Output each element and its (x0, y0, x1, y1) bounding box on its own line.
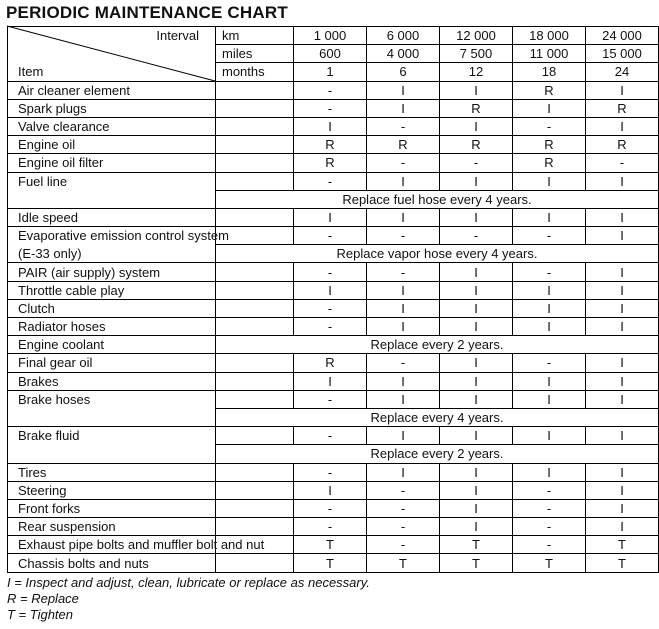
table-row (8, 136, 659, 154)
item-name: Evaporative emission control system (8, 227, 216, 245)
schedule-cell: - (294, 227, 367, 245)
item-name: Engine oil (8, 136, 216, 154)
schedule-cell: I (513, 463, 586, 481)
legend-line: T = Tighten (7, 607, 74, 622)
schedule-cell: - (294, 463, 367, 481)
item-name: PAIR (air supply) system (8, 263, 216, 281)
unit-blank (216, 463, 294, 481)
schedule-cell: I (586, 463, 659, 481)
schedule-cell: I (586, 481, 659, 499)
unit-label: km (216, 27, 294, 45)
unit-blank (216, 518, 294, 536)
unit-blank (216, 481, 294, 499)
table-row-note (8, 190, 659, 208)
schedule-cell: I (513, 281, 586, 299)
schedule-cell: I (586, 81, 659, 99)
schedule-cell: I (586, 318, 659, 336)
schedule-cell: I (440, 481, 513, 499)
interval-value: 4 000 (367, 45, 440, 63)
schedule-cell: T (586, 536, 659, 554)
table-row (8, 299, 659, 317)
interval-value: 11 000 (513, 45, 586, 63)
schedule-cell: T (586, 554, 659, 572)
schedule-cell: T (294, 554, 367, 572)
schedule-cell: - (513, 227, 586, 245)
legend-line: R = Replace (7, 591, 79, 606)
item-name: Front forks (8, 499, 216, 517)
schedule-cell: - (367, 481, 440, 499)
schedule-cell: I (440, 117, 513, 135)
table-row (8, 499, 659, 517)
unit-blank (216, 390, 294, 408)
interval-value: 7 500 (440, 45, 513, 63)
interval-value: 15 000 (586, 45, 659, 63)
schedule-cell: I (586, 354, 659, 372)
table-row (8, 227, 659, 245)
schedule-cell: I (440, 299, 513, 317)
table-row (8, 318, 659, 336)
item-name: Valve clearance (8, 117, 216, 135)
schedule-cell: I (440, 463, 513, 481)
schedule-cell: I (440, 172, 513, 190)
schedule-cell: I (586, 372, 659, 390)
schedule-cell: I (586, 172, 659, 190)
unit-blank (216, 99, 294, 117)
schedule-cell: - (513, 117, 586, 135)
item-name: Steering (8, 481, 216, 499)
schedule-cell: R (440, 136, 513, 154)
schedule-cell: I (586, 518, 659, 536)
interval-note: Replace vapor hose every 4 years. (216, 245, 659, 263)
schedule-cell: I (367, 172, 440, 190)
schedule-cell: - (294, 81, 367, 99)
schedule-cell: R (586, 136, 659, 154)
schedule-cell: I (586, 499, 659, 517)
unit-blank (216, 263, 294, 281)
schedule-cell: - (294, 263, 367, 281)
unit-blank (216, 154, 294, 172)
schedule-cell: I (440, 281, 513, 299)
table-row (8, 372, 659, 390)
table-row (8, 281, 659, 299)
maintenance-table (7, 26, 659, 573)
schedule-cell: T (294, 536, 367, 554)
item-name: Brake hoses (8, 390, 216, 408)
schedule-cell: - (440, 227, 513, 245)
unit-blank (216, 81, 294, 99)
interval-value: 6 (367, 63, 440, 81)
interval-label: Interval (8, 27, 216, 45)
schedule-cell: T (367, 554, 440, 572)
schedule-cell: - (367, 117, 440, 135)
schedule-cell: - (367, 263, 440, 281)
schedule-cell: I (367, 99, 440, 117)
schedule-cell: - (367, 518, 440, 536)
table-row (8, 481, 659, 499)
schedule-cell: - (513, 499, 586, 517)
unit-blank (216, 499, 294, 517)
table-row-note (8, 445, 659, 463)
schedule-cell: - (513, 481, 586, 499)
item-name: Brake fluid (8, 427, 216, 445)
schedule-cell: - (294, 518, 367, 536)
schedule-cell: I (367, 372, 440, 390)
schedule-cell: T (440, 554, 513, 572)
interval-value: 24 000 (586, 27, 659, 45)
schedule-cell: R (294, 354, 367, 372)
schedule-cell: - (513, 518, 586, 536)
table-row (8, 172, 659, 190)
unit-blank (216, 117, 294, 135)
schedule-cell: I (294, 481, 367, 499)
item-name: Rear suspension (8, 518, 216, 536)
schedule-cell: - (513, 354, 586, 372)
schedule-cell: - (294, 318, 367, 336)
schedule-cell: - (367, 499, 440, 517)
schedule-cell: I (440, 427, 513, 445)
schedule-cell: - (440, 154, 513, 172)
schedule-cell: - (294, 172, 367, 190)
unit-blank (216, 136, 294, 154)
item-name-cont: (E-33 only) (8, 245, 216, 263)
schedule-cell: - (294, 390, 367, 408)
schedule-cell: I (586, 208, 659, 226)
schedule-cell: I (367, 390, 440, 408)
schedule-cell: I (586, 299, 659, 317)
chart-title: PERIODIC MAINTENANCE CHART (6, 3, 288, 22)
interval-note: Replace fuel hose every 4 years. (216, 190, 659, 208)
schedule-cell: I (294, 208, 367, 226)
schedule-cell: I (513, 208, 586, 226)
table-row (8, 427, 659, 445)
schedule-cell: I (294, 117, 367, 135)
schedule-cell: T (440, 536, 513, 554)
table-row (8, 536, 659, 554)
schedule-cell: I (367, 81, 440, 99)
table-row (8, 518, 659, 536)
unit-label: miles (216, 45, 294, 63)
schedule-cell: - (367, 354, 440, 372)
item-name: Clutch (8, 299, 216, 317)
unit-blank (216, 427, 294, 445)
table-row (8, 263, 659, 281)
unit-blank (216, 299, 294, 317)
schedule-cell: I (513, 172, 586, 190)
interval-note: Replace every 4 years. (216, 408, 659, 426)
interval-value: 12 (440, 63, 513, 81)
table-row (8, 154, 659, 172)
schedule-cell: I (513, 318, 586, 336)
table-row-note (8, 408, 659, 426)
interval-value: 1 000 (294, 27, 367, 45)
schedule-cell: I (586, 390, 659, 408)
schedule-cell: I (440, 372, 513, 390)
interval-value: 1 (294, 63, 367, 81)
schedule-cell: I (367, 208, 440, 226)
schedule-cell: I (440, 263, 513, 281)
header-row-1 (8, 45, 659, 63)
table-row (8, 99, 659, 117)
item-name-cont (8, 445, 216, 463)
item-name: Engine oil filter (8, 154, 216, 172)
schedule-cell: I (367, 318, 440, 336)
schedule-cell: I (440, 390, 513, 408)
schedule-cell: I (294, 372, 367, 390)
schedule-cell: R (367, 136, 440, 154)
item-name: Air cleaner element (8, 81, 216, 99)
schedule-cell: - (294, 299, 367, 317)
table-row (8, 390, 659, 408)
interval-value: 18 (513, 63, 586, 81)
schedule-cell: R (586, 99, 659, 117)
unit-blank (216, 281, 294, 299)
item-name: Spark plugs (8, 99, 216, 117)
schedule-cell: I (440, 81, 513, 99)
schedule-cell: I (513, 390, 586, 408)
schedule-cell: R (294, 154, 367, 172)
schedule-cell: R (440, 99, 513, 117)
table-row-note (8, 245, 659, 263)
table-row (8, 81, 659, 99)
schedule-cell: - (586, 154, 659, 172)
schedule-cell: I (367, 427, 440, 445)
schedule-cell: I (586, 263, 659, 281)
interval-value: 600 (294, 45, 367, 63)
schedule-cell: I (440, 354, 513, 372)
schedule-cell: I (513, 372, 586, 390)
schedule-cell: R (513, 154, 586, 172)
schedule-cell: I (513, 427, 586, 445)
item-name: Tires (8, 463, 216, 481)
item-name: Exhaust pipe bolts and muffler bolt and nut (8, 536, 216, 554)
interval-value: 6 000 (367, 27, 440, 45)
item-name: Chassis bolts and nuts (8, 554, 216, 572)
schedule-cell: R (294, 136, 367, 154)
item-name-cont (8, 190, 216, 208)
schedule-cell: I (367, 281, 440, 299)
schedule-cell: I (586, 227, 659, 245)
schedule-cell: R (513, 81, 586, 99)
schedule-cell: - (367, 536, 440, 554)
table-row (8, 354, 659, 372)
item-header: Item (8, 63, 216, 81)
schedule-cell: I (294, 281, 367, 299)
schedule-cell: I (367, 463, 440, 481)
schedule-cell: I (513, 299, 586, 317)
item-name: Idle speed (8, 208, 216, 226)
schedule-cell: - (367, 227, 440, 245)
item-name-cont (8, 408, 216, 426)
item-name: Radiator hoses (8, 318, 216, 336)
schedule-cell: I (586, 281, 659, 299)
schedule-cell: I (513, 99, 586, 117)
interval-value: 18 000 (513, 27, 586, 45)
item-name: Fuel line (8, 172, 216, 190)
schedule-cell: I (440, 499, 513, 517)
table-row (8, 463, 659, 481)
interval-value: 24 (586, 63, 659, 81)
unit-blank (216, 208, 294, 226)
legend-line: I = Inspect and adjust, clean, lubricate or replace as necessary. (7, 575, 370, 590)
interval-value: 12 000 (440, 27, 513, 45)
schedule-cell: - (294, 427, 367, 445)
schedule-cell: - (513, 536, 586, 554)
schedule-cell: T (513, 554, 586, 572)
unit-label: months (216, 63, 294, 81)
schedule-cell: I (586, 427, 659, 445)
unit-blank (216, 554, 294, 572)
schedule-cell: R (513, 136, 586, 154)
unit-blank (216, 172, 294, 190)
schedule-cell: I (586, 117, 659, 135)
schedule-cell: I (440, 318, 513, 336)
table-row (8, 117, 659, 135)
unit-blank (216, 354, 294, 372)
header-blank (8, 45, 216, 63)
header-row-0 (8, 27, 659, 45)
item-name: Final gear oil (8, 354, 216, 372)
table-row (8, 336, 659, 354)
item-name: Engine coolant (8, 336, 216, 354)
table-row (8, 554, 659, 572)
schedule-cell: I (440, 208, 513, 226)
table-row (8, 208, 659, 226)
schedule-cell: - (367, 154, 440, 172)
schedule-cell: - (513, 263, 586, 281)
item-name: Throttle cable play (8, 281, 216, 299)
schedule-cell: - (294, 99, 367, 117)
interval-note: Replace every 2 years. (216, 445, 659, 463)
item-name: Brakes (8, 372, 216, 390)
unit-blank (216, 318, 294, 336)
header-row-2 (8, 63, 659, 81)
schedule-cell: I (440, 518, 513, 536)
interval-note: Replace every 2 years. (216, 336, 659, 354)
schedule-cell: - (294, 499, 367, 517)
unit-blank (216, 372, 294, 390)
schedule-cell: I (367, 299, 440, 317)
